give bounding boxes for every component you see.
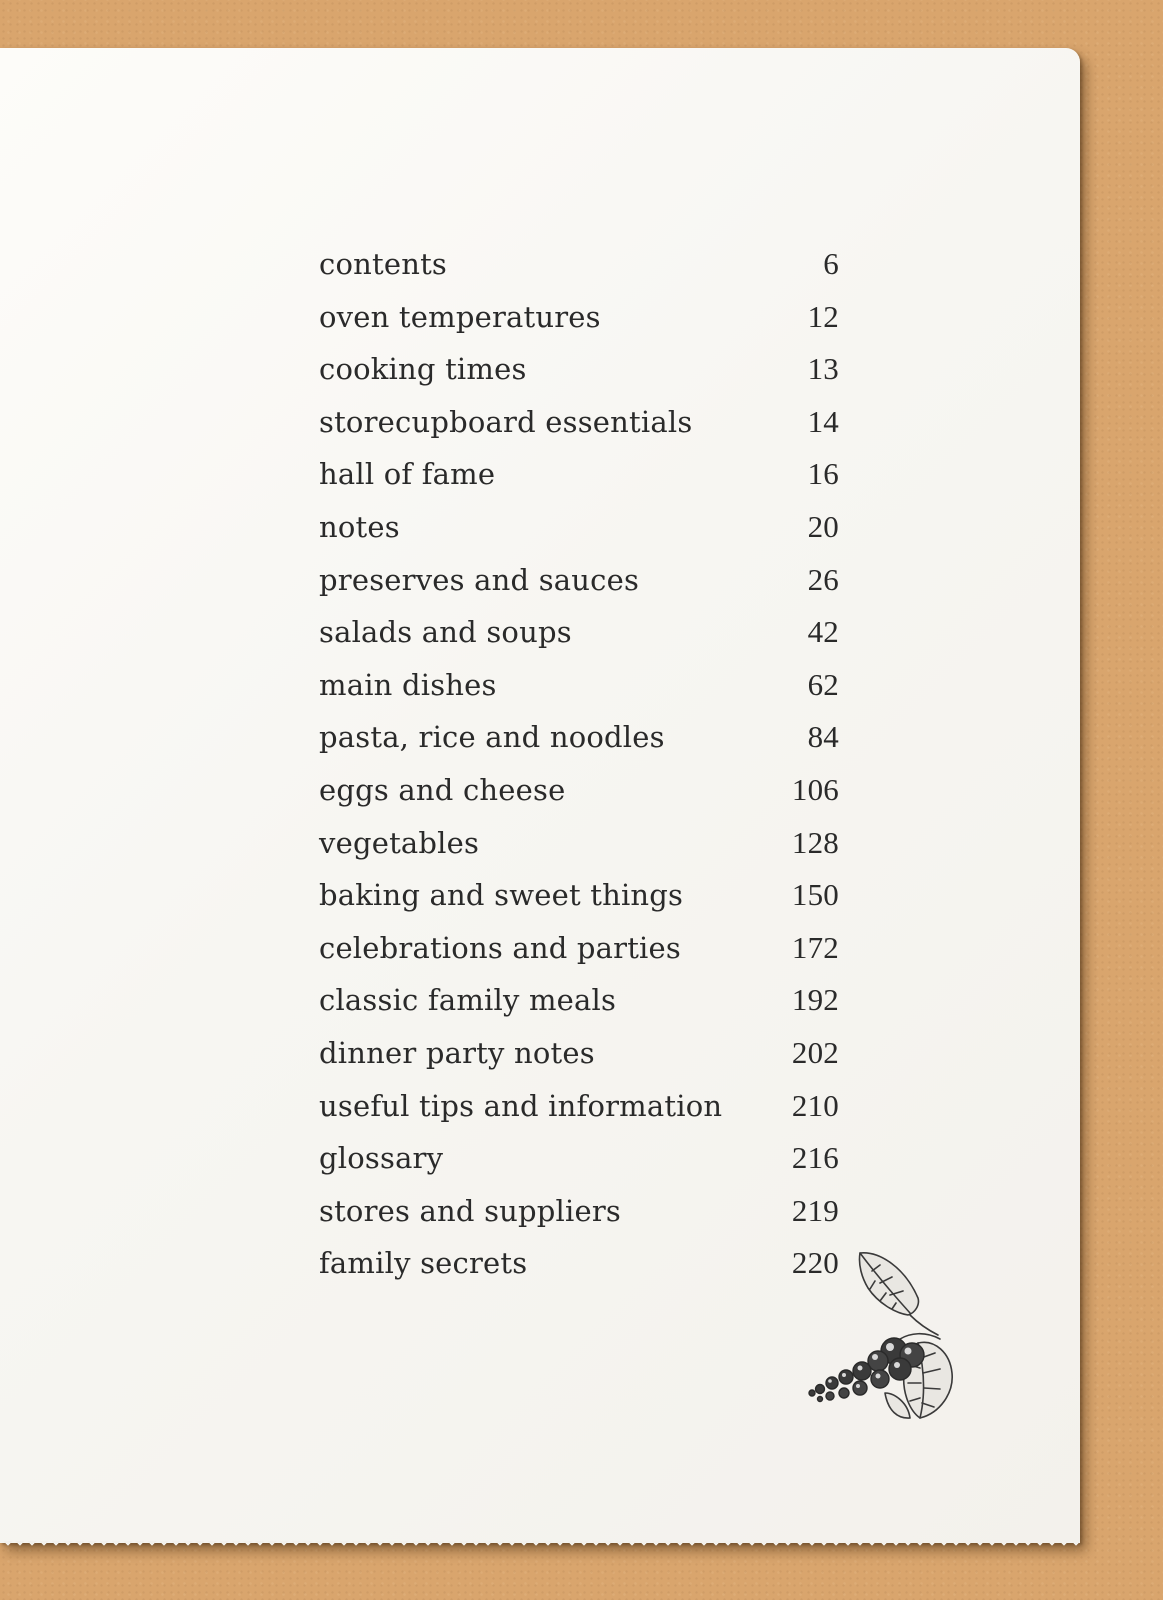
- toc-page-number: 220: [791, 1245, 839, 1281]
- toc-page-number: 150: [791, 877, 839, 913]
- toc-page-number: 210: [791, 1087, 839, 1123]
- toc-title: celebrations and parties: [319, 930, 681, 965]
- toc-entry-preserves-and-sauces[interactable]: [319, 562, 839, 615]
- toc-title: glossary: [319, 1141, 444, 1176]
- toc-entry-salads-and-soups[interactable]: [319, 614, 839, 667]
- toc-title: eggs and cheese: [319, 772, 566, 807]
- toc-title: storecupboard essentials: [319, 404, 693, 439]
- toc-page-number: 128: [791, 824, 839, 860]
- toc-entry-contents[interactable]: [319, 246, 839, 299]
- toc-entry-cooking-times[interactable]: [319, 351, 839, 404]
- toc-title: cooking times: [319, 352, 527, 387]
- toc-page-number: 202: [791, 1034, 839, 1070]
- toc-title: useful tips and information: [319, 1088, 723, 1123]
- toc-entry-stores-and-suppliers[interactable]: [319, 1193, 839, 1246]
- toc-page-number: 13: [807, 351, 839, 387]
- toc-entry-baking-and-sweet-things[interactable]: [319, 877, 839, 930]
- toc-entry-dinner-party-notes[interactable]: [319, 1035, 839, 1088]
- toc-page-number: 62: [807, 666, 839, 702]
- toc-title: dinner party notes: [319, 1035, 595, 1070]
- paper-page: [0, 48, 1080, 1543]
- toc-page-number: 42: [807, 614, 839, 650]
- toc-page-number: 219: [791, 1192, 839, 1228]
- toc-entry-useful-tips-and-information[interactable]: [319, 1088, 839, 1141]
- toc-page-number: 14: [807, 403, 839, 439]
- toc-page-number: 84: [807, 719, 839, 755]
- toc-entry-classic-family-meals[interactable]: [319, 982, 839, 1035]
- toc-page-number: 6: [823, 246, 839, 281]
- toc-entry-main-dishes[interactable]: [319, 667, 839, 720]
- toc-title: stores and suppliers: [319, 1193, 622, 1228]
- toc-page-number: 12: [807, 298, 839, 334]
- redcurrant-sprig-icon: [800, 1243, 970, 1433]
- toc-title: classic family meals: [319, 983, 617, 1018]
- toc-entry-hall-of-fame[interactable]: [319, 456, 839, 509]
- toc-title: notes: [319, 509, 400, 544]
- toc-entry-pasta-rice-and-noodles[interactable]: [319, 719, 839, 772]
- toc-entry-celebrations-and-parties[interactable]: [319, 930, 839, 983]
- toc-title: baking and sweet things: [319, 878, 684, 913]
- toc-entry-oven-temperatures[interactable]: [319, 299, 839, 352]
- toc-page-number: 16: [807, 456, 839, 492]
- toc-entry-notes[interactable]: [319, 509, 839, 562]
- table-of-contents: [319, 246, 839, 1298]
- toc-title: salads and soups: [319, 615, 572, 650]
- toc-title: pasta, rice and noodles: [319, 720, 665, 755]
- toc-entry-glossary[interactable]: [319, 1140, 839, 1193]
- toc-page-number: 20: [807, 508, 839, 544]
- toc-page-number: 106: [791, 771, 839, 807]
- toc-title: oven temperatures: [319, 299, 601, 334]
- toc-title: contents: [319, 247, 448, 281]
- toc-title: vegetables: [319, 825, 480, 860]
- toc-entry-vegetables[interactable]: [319, 825, 839, 878]
- toc-entry-eggs-and-cheese[interactable]: [319, 772, 839, 825]
- toc-page-number: 192: [791, 982, 839, 1018]
- toc-page-number: 216: [791, 1140, 839, 1176]
- toc-title: preserves and sauces: [319, 562, 640, 597]
- toc-title: main dishes: [319, 667, 497, 702]
- toc-entry-family-secrets[interactable]: [319, 1245, 839, 1298]
- toc-title: hall of fame: [319, 457, 496, 492]
- toc-page-number: 26: [807, 561, 839, 597]
- toc-title: family secrets: [319, 1246, 528, 1281]
- toc-entry-storecupboard-essentials[interactable]: [319, 404, 839, 457]
- toc-page-number: 172: [791, 929, 839, 965]
